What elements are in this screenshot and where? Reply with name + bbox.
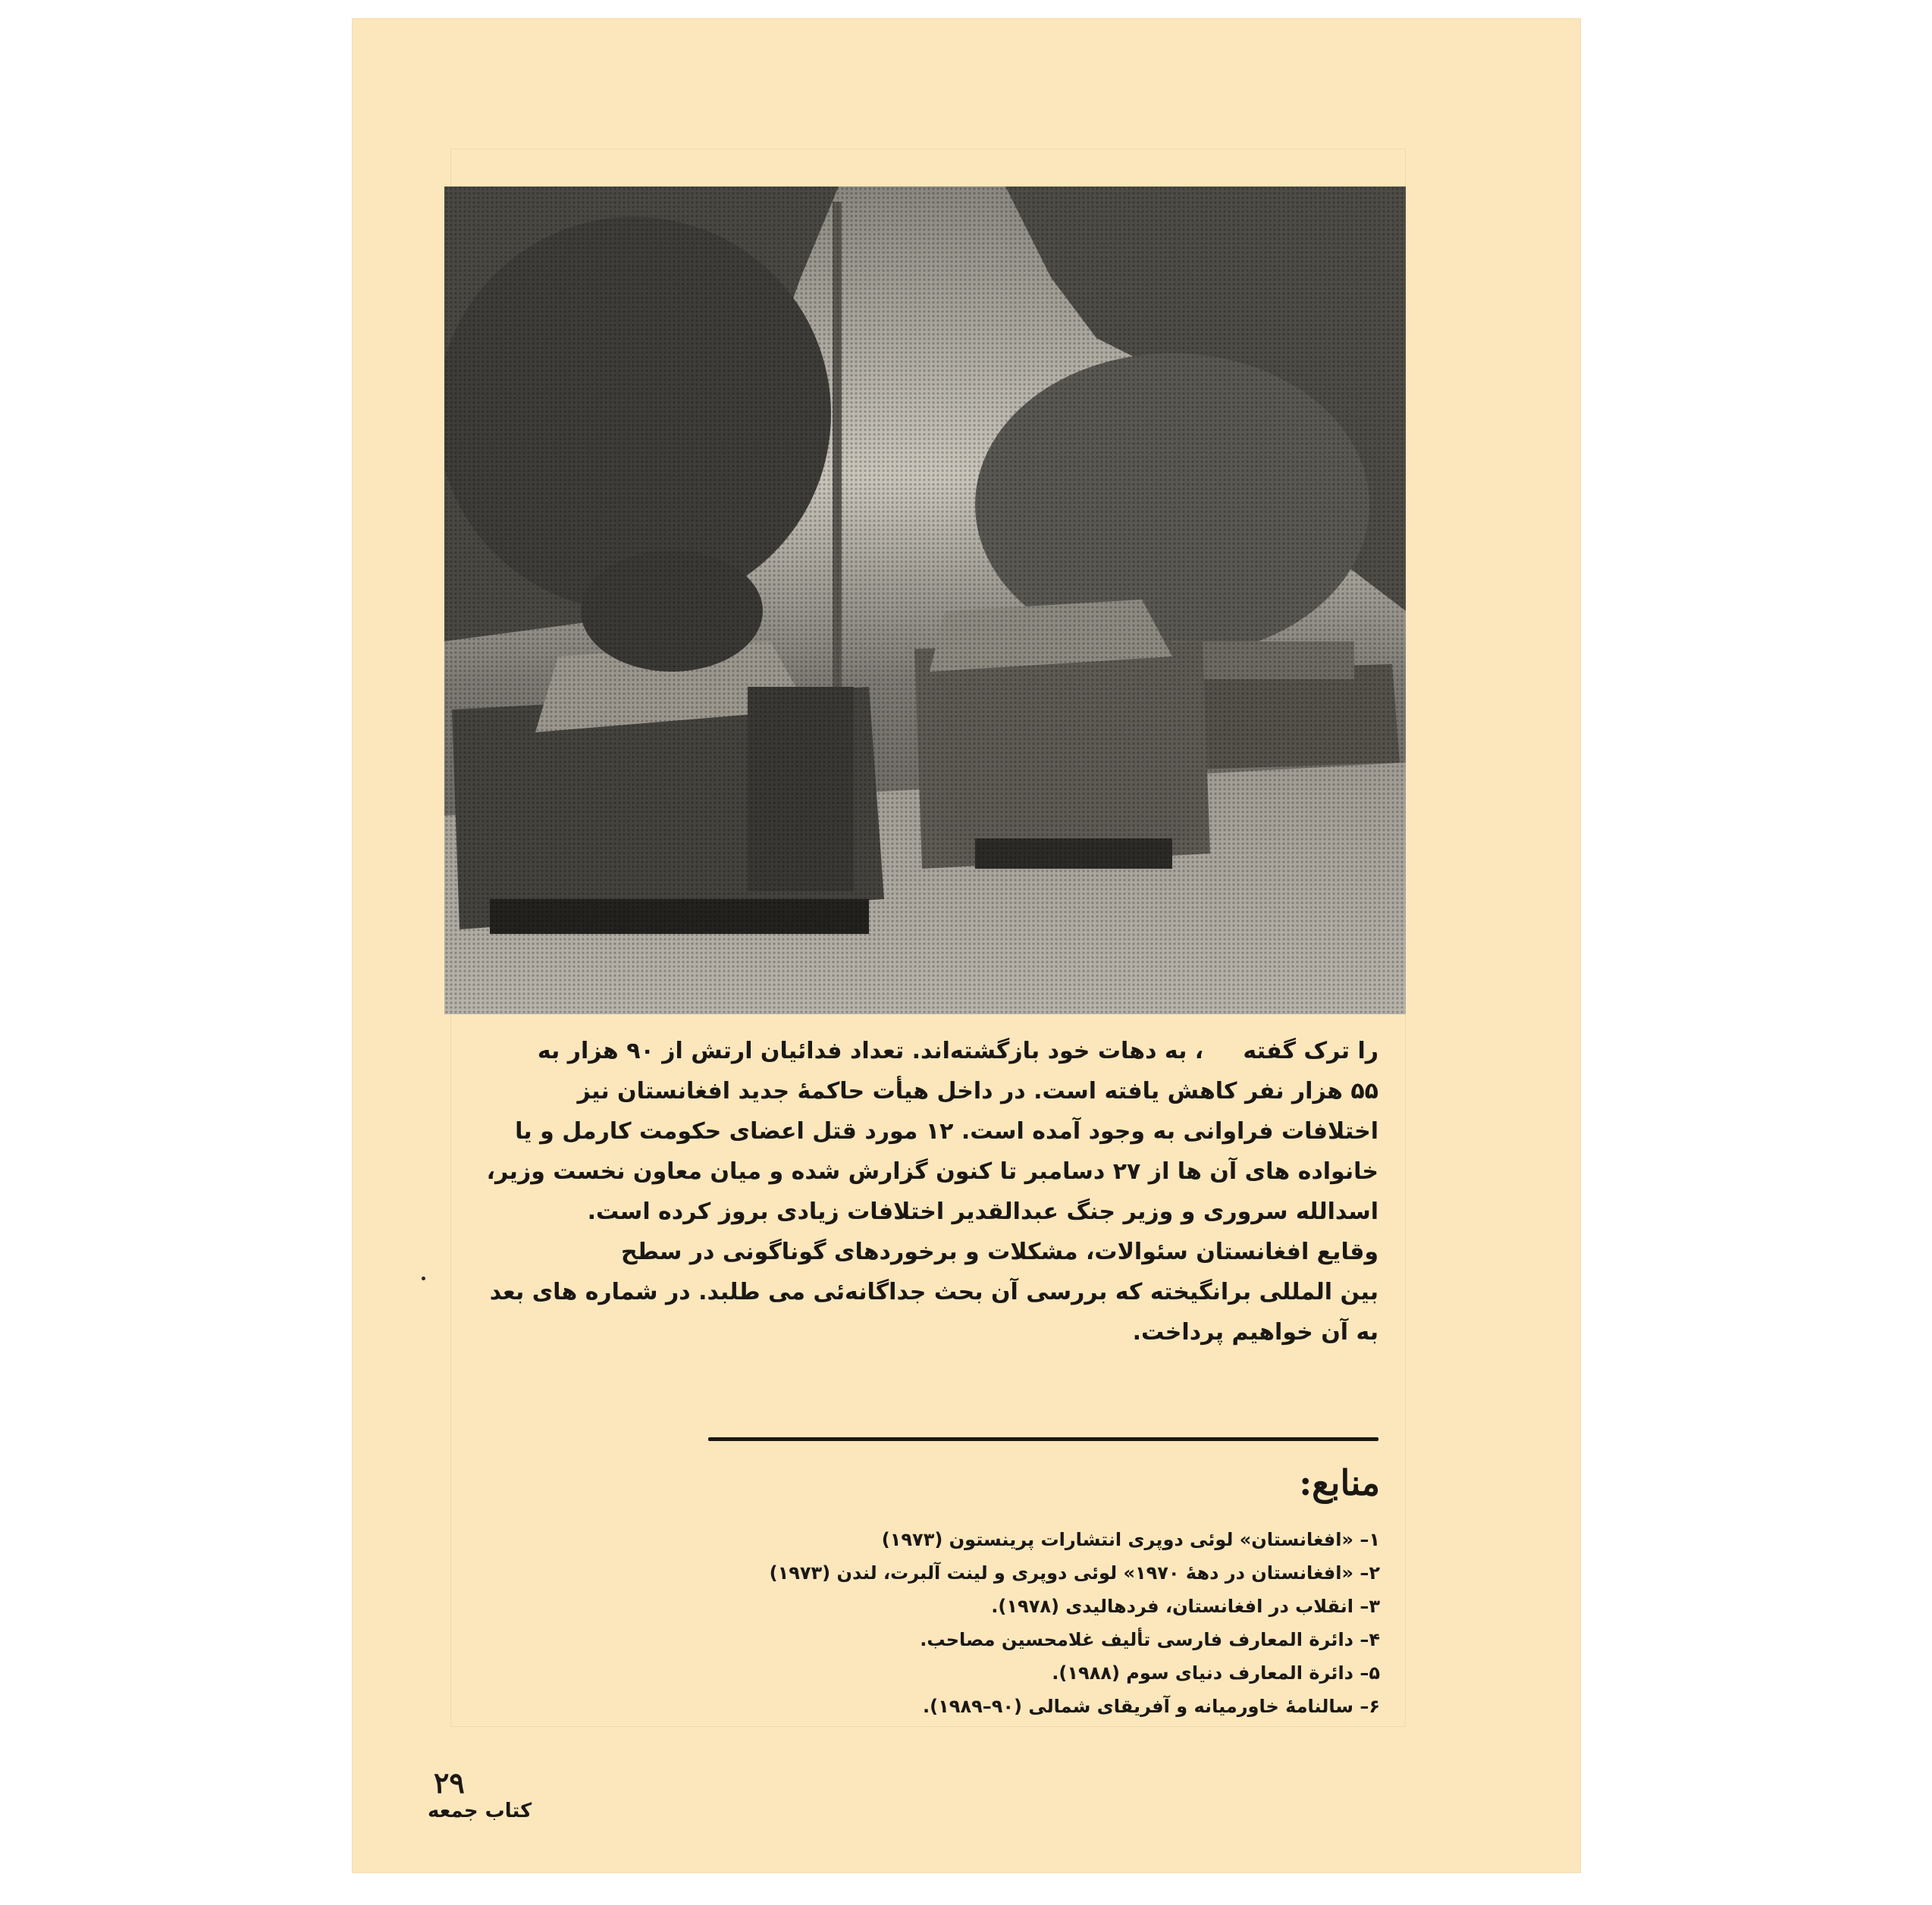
margin-mark <box>422 1277 425 1280</box>
source-item: ۴– دائرة المعارف فارسی تألیف غلامحسین مصاحب. <box>920 1629 1380 1650</box>
magazine-page <box>352 18 1581 1873</box>
tanks-photo <box>444 186 1406 1014</box>
source-item: ۲– «افغانستان در دههٔ ۱۹۷۰» لوئی دوپری و لینت آلبرت، لندن (۱۹۷۳) <box>769 1562 1380 1584</box>
source-item: ۵– دائرة المعارف دنیای سوم (۱۹۸۸). <box>1052 1662 1380 1684</box>
paragraph-line: بین المللی برانگیخته که بررسی آن بحث جداگانه‌ئی می طلبد. در شماره های بعد <box>489 1279 1378 1305</box>
sources-heading: منابع: <box>1299 1462 1380 1503</box>
paragraph-line: را ترک گفته ‌ ‌ ‌ ‌ ‌، به دهات خود بازگشته‌اند. تعداد فدائیان ارتش از ۹۰ هزار به <box>537 1038 1378 1064</box>
paragraph-line: اختلافات فراوانی به وجود آمده است. ۱۲ مورد قتل اعضای حکومت کارمل و یا <box>515 1118 1378 1145</box>
paragraph-line: اسدالله سروری و وزیر جنگ عبدالقدیر اختلافات زیادی بروز کرده است. <box>587 1198 1378 1225</box>
paragraph-line: به آن خواهیم پرداخت. <box>1132 1319 1378 1346</box>
page-number: ۲۹ <box>434 1766 465 1800</box>
paragraph-line: وقایع افغانستان سئوالات، مشکلات و برخوردهای گوناگونی در سطح <box>621 1239 1378 1265</box>
paragraph-line: ۵۵ هزار نفر کاهش یافته است. در داخل هیأت حاکمهٔ جدید افغانستان نیز <box>577 1078 1378 1104</box>
sources-list <box>708 1523 1380 1723</box>
section-divider <box>708 1437 1378 1441</box>
magazine-name: کتاب جمعه <box>428 1800 532 1822</box>
article-body <box>472 1031 1378 1352</box>
source-item: ۱– «افغانستان» لوئی دوپری انتشارات پرینستون (۱۹۷۳) <box>881 1529 1380 1550</box>
source-item: ۶– سالنامهٔ خاورمیانه و آفریقای شمالی (۹۰–۱۹۸۹). <box>923 1696 1380 1717</box>
source-item: ۳– انقلاب در افغانستان، فردهالیدی (۱۹۷۸). <box>991 1596 1380 1617</box>
halftone-photo-illustration <box>444 186 1406 1014</box>
paragraph-line: خانواده های آن ها از ۲۷ دسامبر تا کنون گزارش شده و میان معاون نخست وزیر، <box>486 1158 1378 1185</box>
